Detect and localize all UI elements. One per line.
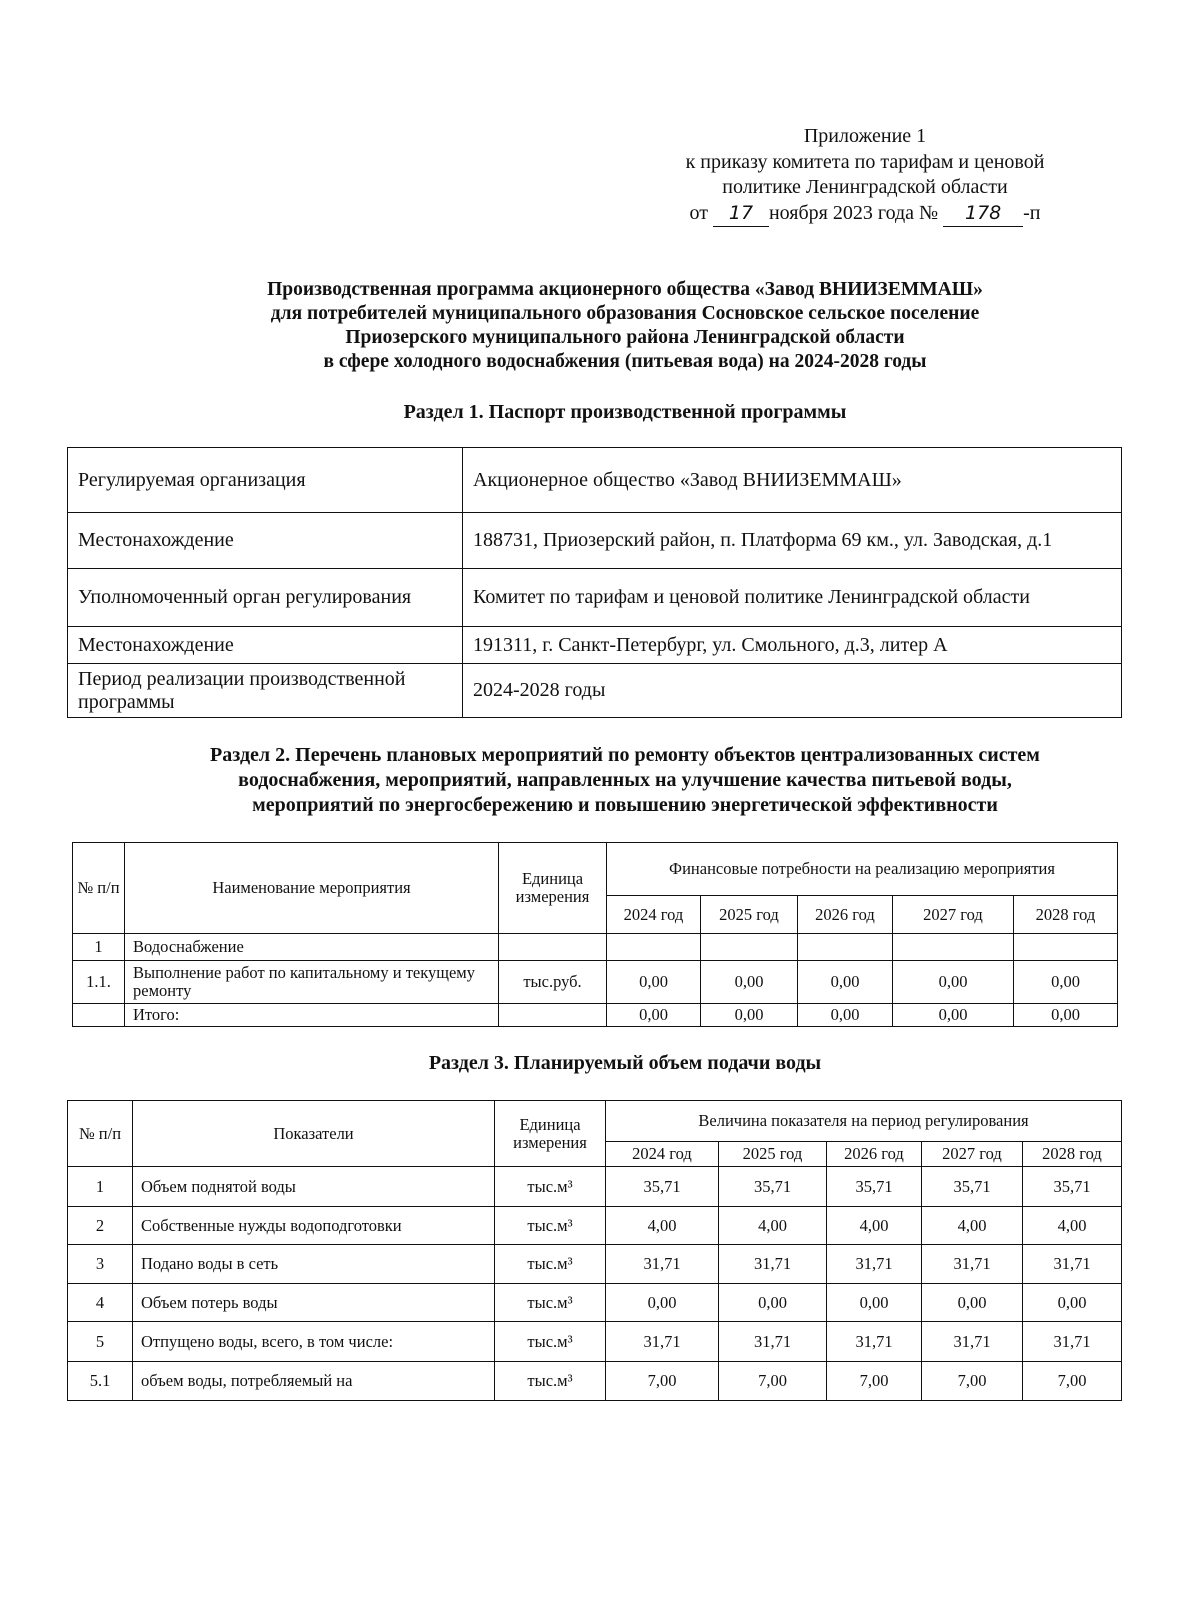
row-value: 0,00 — [893, 1004, 1014, 1027]
appendix-title: Приложение 1 — [803, 125, 927, 147]
row-value: 0,00 — [701, 961, 798, 1004]
header-unit: Единица измерения — [499, 843, 607, 934]
header-year: 2026 год — [827, 1142, 922, 1167]
row-name: Объем поднятой воды — [133, 1167, 495, 1207]
month-year: ноября 2023 года № — [768, 201, 939, 224]
row-value: 0,00 — [607, 961, 701, 1004]
row-value: 4,00 — [1023, 1207, 1122, 1245]
row-value: 0,00 — [606, 1284, 719, 1322]
row-value: 0,00 — [798, 961, 893, 1004]
row-name: Итого: — [125, 1004, 499, 1027]
row-unit: тыс.м³ — [495, 1207, 606, 1245]
passport-value: 191311, г. Санкт-Петербург, ул. Смольного, д.3, литер А — [463, 627, 1122, 664]
row-num: 4 — [68, 1284, 133, 1322]
section2-title — [100, 743, 1150, 818]
row-value: 31,71 — [1023, 1322, 1122, 1362]
title-line: мероприятий по энергосбережению и повышению энергетической эффективности — [252, 794, 998, 816]
row-value: 0,00 — [893, 961, 1014, 1004]
row-unit: тыс.м³ — [495, 1167, 606, 1207]
row-name: Водоснабжение — [125, 934, 499, 961]
row-value: 0,00 — [701, 1004, 798, 1027]
table-row — [68, 1322, 1122, 1362]
row-value: 0,00 — [827, 1284, 922, 1322]
row-num: 5 — [68, 1322, 133, 1362]
header-name: Показатели — [133, 1101, 495, 1167]
header-group: Финансовые потребности на реализацию мероприятия — [607, 843, 1118, 896]
header-row — [73, 843, 1118, 896]
table-row — [68, 664, 1122, 718]
header-year: 2024 год — [606, 1142, 719, 1167]
row-unit: тыс.руб. — [499, 961, 607, 1004]
appendix-header — [640, 124, 1090, 227]
handwritten-day: 17 — [713, 201, 769, 228]
appendix-line: к приказу комитета по тарифам и ценовой — [685, 150, 1045, 173]
row-value: 35,71 — [1023, 1167, 1122, 1207]
from-label: от — [689, 201, 708, 224]
row-unit: тыс.м³ — [495, 1322, 606, 1362]
header-year: 2026 год — [798, 896, 893, 934]
passport-label: Местонахождение — [68, 513, 463, 569]
handwritten-number: 178 — [943, 201, 1023, 228]
row-value: 35,71 — [606, 1167, 719, 1207]
row-name: Объем потерь воды — [133, 1284, 495, 1322]
row-value: 31,71 — [606, 1245, 719, 1284]
row-num: 1.1. — [73, 961, 125, 1004]
row-value: 4,00 — [827, 1207, 922, 1245]
activities-table — [72, 842, 1118, 1027]
passport-value: Акционерное общество «Завод ВНИИЗЕММАШ» — [463, 448, 1122, 513]
header-num: № п/п — [73, 843, 125, 934]
header-row — [68, 1101, 1122, 1142]
row-value: 0,00 — [1014, 961, 1118, 1004]
water-volume-table — [67, 1100, 1122, 1401]
table-row — [68, 569, 1122, 627]
row-unit: тыс.м³ — [495, 1245, 606, 1284]
row-value: 7,00 — [606, 1362, 719, 1401]
row-value: 31,71 — [719, 1245, 827, 1284]
row-value: 4,00 — [922, 1207, 1023, 1245]
table-row — [73, 961, 1118, 1004]
section1-title: Раздел 1. Паспорт производственной программы — [403, 401, 847, 423]
header-year: 2028 год — [1023, 1142, 1122, 1167]
row-value: 31,71 — [606, 1322, 719, 1362]
header-year: 2027 год — [893, 896, 1014, 934]
appendix-line: политике Ленинградской области — [722, 176, 1008, 198]
row-value: 31,71 — [719, 1322, 827, 1362]
passport-value: 188731, Приозерский район, п. Платформа 69 км., ул. Заводская, д.1 — [463, 513, 1122, 569]
title-line: Раздел 2. Перечень плановых мероприятий по ремонту объектов централизованных систем — [210, 744, 1040, 766]
table-row — [68, 1245, 1122, 1284]
header-year: 2025 год — [701, 896, 798, 934]
row-value: 35,71 — [922, 1167, 1023, 1207]
table-row — [68, 627, 1122, 664]
table-row — [73, 1004, 1118, 1027]
row-value: 31,71 — [827, 1322, 922, 1362]
row-value: 7,00 — [827, 1362, 922, 1401]
header-name: Наименование мероприятия — [125, 843, 499, 934]
header-year: 2024 год — [607, 896, 701, 934]
order-date-line — [640, 201, 1090, 228]
row-name: Выполнение работ по капитальному и текущему ремонту — [125, 961, 499, 1004]
row-unit — [499, 1004, 607, 1027]
row-num — [73, 1004, 125, 1027]
row-value: 0,00 — [1023, 1284, 1122, 1322]
row-name: Подано воды в сеть — [133, 1245, 495, 1284]
table-row — [68, 513, 1122, 569]
row-unit: тыс.м³ — [495, 1362, 606, 1401]
row-unit: тыс.м³ — [495, 1284, 606, 1322]
table-row — [68, 448, 1122, 513]
passport-label: Уполномоченный орган регулирования — [68, 569, 463, 627]
table-row — [73, 934, 1118, 961]
passport-table — [67, 447, 1122, 718]
table-row — [68, 1207, 1122, 1245]
row-value: 0,00 — [1014, 1004, 1118, 1027]
row-value: 31,71 — [827, 1245, 922, 1284]
row-value — [1014, 934, 1118, 961]
row-num: 5.1 — [68, 1362, 133, 1401]
row-name: объем воды, потребляемый на — [133, 1362, 495, 1401]
title-line: водоснабжения, мероприятий, направленных на улучшение качества питьевой воды, — [238, 769, 1012, 791]
table-row — [68, 1284, 1122, 1322]
table-row — [68, 1362, 1122, 1401]
row-value — [607, 934, 701, 961]
passport-value: Комитет по тарифам и ценовой политике Ленинградской области — [463, 569, 1122, 627]
passport-value: 2024-2028 годы — [463, 664, 1122, 718]
row-value: 35,71 — [719, 1167, 827, 1207]
row-value: 0,00 — [798, 1004, 893, 1027]
row-value — [701, 934, 798, 961]
header-year: 2025 год — [719, 1142, 827, 1167]
passport-label: Регулируемая организация — [68, 448, 463, 513]
row-value: 31,71 — [922, 1322, 1023, 1362]
row-value: 4,00 — [606, 1207, 719, 1245]
header-num: № п/п — [68, 1101, 133, 1167]
row-value: 0,00 — [922, 1284, 1023, 1322]
section3-title: Раздел 3. Планируемый объем подачи воды — [428, 1052, 822, 1074]
row-value: 0,00 — [607, 1004, 701, 1027]
header-year: 2027 год — [922, 1142, 1023, 1167]
row-value: 35,71 — [827, 1167, 922, 1207]
row-name: Собственные нужды водоподготовки — [133, 1207, 495, 1245]
row-value: 7,00 — [719, 1362, 827, 1401]
row-num: 1 — [73, 934, 125, 961]
title-line: в сфере холодного водоснабжения (питьевая вода) на 2024-2028 годы — [323, 351, 927, 372]
title-line: для потребителей муниципального образования Сосновское сельское поселение — [270, 303, 980, 324]
row-value: 0,00 — [719, 1284, 827, 1322]
header-group: Величина показателя на период регулирования — [606, 1101, 1122, 1142]
number-suffix: -п — [1023, 201, 1041, 224]
document-title — [100, 278, 1150, 374]
passport-label: Местонахождение — [68, 627, 463, 664]
row-value: 7,00 — [922, 1362, 1023, 1401]
passport-label: Период реализации производственной программы — [68, 664, 463, 718]
title-line: Приозерского муниципального района Ленинградской области — [345, 327, 905, 348]
row-value — [893, 934, 1014, 961]
row-value: 7,00 — [1023, 1362, 1122, 1401]
row-unit — [499, 934, 607, 961]
table-row — [68, 1167, 1122, 1207]
title-line: Производственная программа акционерного общества «Завод ВНИИЗЕММАШ» — [267, 279, 983, 300]
header-year: 2028 год — [1014, 896, 1118, 934]
header-unit: Единица измерения — [495, 1101, 606, 1167]
row-value: 31,71 — [1023, 1245, 1122, 1284]
row-value: 4,00 — [719, 1207, 827, 1245]
row-name: Отпущено воды, всего, в том числе: — [133, 1322, 495, 1362]
row-value: 31,71 — [922, 1245, 1023, 1284]
row-value — [798, 934, 893, 961]
row-num: 3 — [68, 1245, 133, 1284]
row-num: 1 — [68, 1167, 133, 1207]
row-num: 2 — [68, 1207, 133, 1245]
